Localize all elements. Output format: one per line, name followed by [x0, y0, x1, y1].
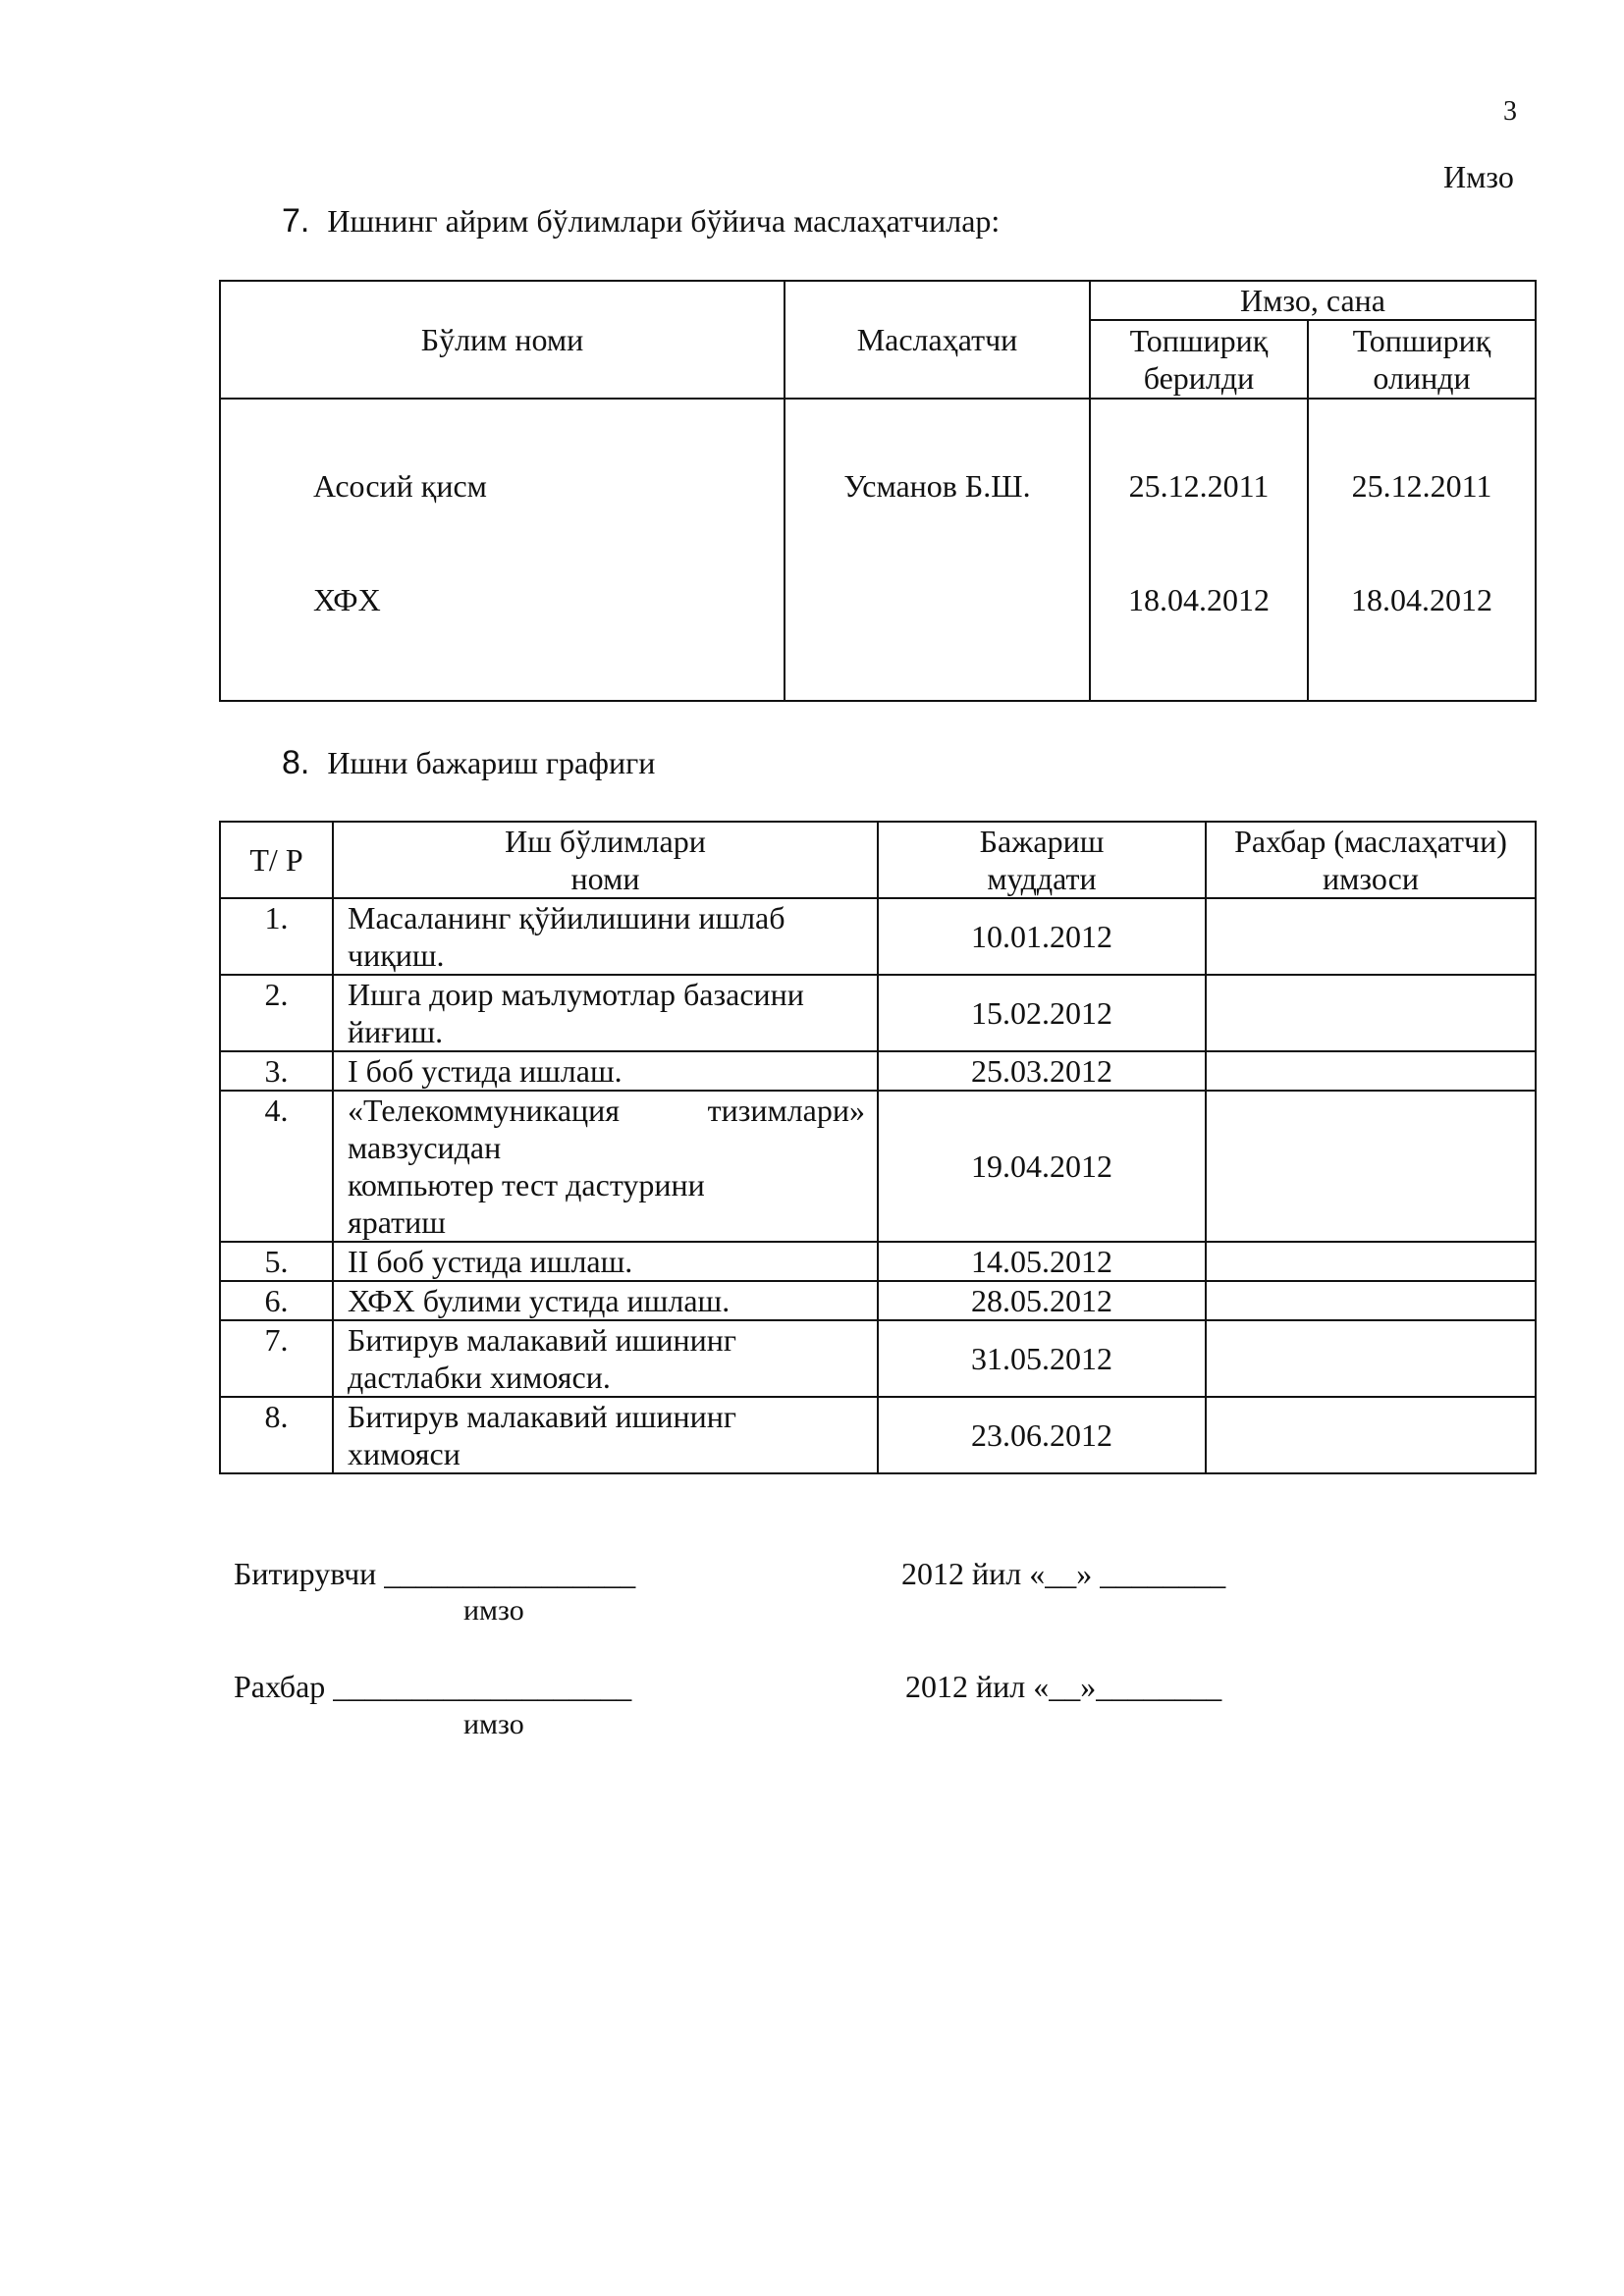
header-parts-line1: Иш бўлимлари — [505, 824, 706, 859]
schedule-row-task — [333, 1281, 878, 1320]
graduate-signature-caption: имзо — [463, 1594, 524, 1627]
supervisor-date: 2012 йил «__»________ — [905, 1669, 1222, 1704]
schedule-row-task — [333, 1397, 878, 1473]
schedule-row-signature — [1206, 1051, 1536, 1091]
task-line: ХФХ булими устида ишлаш. — [348, 1283, 731, 1318]
schedule-row — [220, 898, 1536, 975]
header-number: Т/ Р — [220, 822, 333, 898]
header-parts-line2: номи — [570, 861, 640, 896]
schedule-row-task — [333, 898, 878, 975]
header-task-given-line1: Топшириқ — [1129, 323, 1269, 358]
task-word: тизимлари» — [707, 1093, 865, 1128]
schedule-row-deadline: 25.03.2012 — [878, 1051, 1206, 1091]
graduate-date: 2012 йил «__» ________ — [901, 1556, 1226, 1591]
schedule-row-number: 6. — [220, 1281, 333, 1320]
schedule-row-task — [333, 1320, 878, 1397]
task-line: II боб устида ишлаш. — [348, 1244, 633, 1279]
task-line: химояси — [348, 1436, 460, 1471]
task-word: «Телекоммуникация — [348, 1093, 620, 1128]
task-line: яратиш — [348, 1204, 446, 1240]
section-8-heading — [282, 744, 655, 782]
schedule-row-number: 7. — [220, 1320, 333, 1397]
schedule-row-signature — [1206, 1320, 1536, 1397]
schedule-row — [220, 1281, 1536, 1320]
header-task-received — [1308, 320, 1536, 399]
schedule-row-signature — [1206, 1397, 1536, 1473]
schedule-row-number: 3. — [220, 1051, 333, 1091]
schedule-row-number: 5. — [220, 1242, 333, 1281]
section-7-number: 7. — [282, 202, 310, 240]
consult-row-1-given: 25.12.2011 — [1128, 468, 1270, 504]
supervisor-blank: ___________________ — [333, 1669, 632, 1704]
schedule-row-number: 1. — [220, 898, 333, 975]
schedule-row-number: 2. — [220, 975, 333, 1051]
header-supervisor — [1206, 822, 1536, 898]
schedule-row-signature — [1206, 1091, 1536, 1242]
header-deadline-line1: Бажариш — [979, 824, 1105, 859]
graduate-label: Битирувчи — [234, 1556, 377, 1591]
sections-cell — [220, 399, 785, 701]
schedule-row — [220, 975, 1536, 1051]
schedule-row-task — [333, 1091, 878, 1242]
supervisor-signature-line — [234, 1669, 631, 1705]
consultants-table — [219, 280, 1537, 702]
schedule-row-deadline: 31.05.2012 — [878, 1320, 1206, 1397]
schedule-row-task — [333, 1242, 878, 1281]
consult-row-2-given: 18.04.2012 — [1128, 582, 1270, 617]
schedule-row-number: 8. — [220, 1397, 333, 1473]
header-supervisor-line2: имзоси — [1323, 861, 1419, 896]
task-line: Битирув малакавий ишининг — [348, 1399, 736, 1434]
schedule-row — [220, 1242, 1536, 1281]
task-line: Масаланинг қўйилишини ишлаб — [348, 900, 785, 935]
schedule-row-signature — [1206, 1281, 1536, 1320]
schedule-row-number: 4. — [220, 1091, 333, 1242]
schedule-row-signature — [1206, 1242, 1536, 1281]
schedule-row-deadline: 14.05.2012 — [878, 1242, 1206, 1281]
schedule-row-signature — [1206, 898, 1536, 975]
header-parts — [333, 822, 878, 898]
schedule-row — [220, 1051, 1536, 1091]
consult-row-2-received: 18.04.2012 — [1351, 582, 1492, 617]
header-task-received-line1: Топшириқ — [1352, 323, 1491, 358]
signature-label: Имзо — [1443, 159, 1514, 194]
schedule-row-deadline: 28.05.2012 — [878, 1281, 1206, 1320]
schedule-row — [220, 1320, 1536, 1397]
received-dates-cell — [1308, 399, 1536, 701]
section-7-heading — [282, 202, 1000, 240]
header-task-given-line2: берилди — [1143, 360, 1255, 396]
header-task-received-line2: олинди — [1373, 360, 1471, 396]
header-supervisor-line1: Рахбар (маслаҳатчи) — [1234, 824, 1507, 859]
schedule-row — [220, 1397, 1536, 1473]
consult-row-1-consultant: Усманов Б.Ш. — [843, 468, 1031, 504]
task-line: мавзусидан — [348, 1130, 502, 1165]
schedule-row — [220, 1091, 1536, 1242]
header-section-name: Бўлим номи — [220, 281, 785, 399]
consult-row-1-received: 25.12.2011 — [1351, 468, 1492, 504]
task-line: I боб устида ишлаш. — [348, 1053, 623, 1089]
schedule-header-row — [220, 822, 1536, 898]
page-number: 3 — [1503, 96, 1517, 127]
schedule-table — [219, 821, 1537, 1474]
header-consultant: Маслаҳатчи — [785, 281, 1090, 399]
schedule-row-deadline: 10.01.2012 — [878, 898, 1206, 975]
section-8-title: Ишни бажариш графиги — [327, 745, 656, 780]
task-line: дастлабки химояси. — [348, 1360, 611, 1395]
schedule-row-task — [333, 975, 878, 1051]
task-line: компьютер тест дастурини — [348, 1167, 705, 1202]
header-task-given — [1090, 320, 1308, 399]
graduate-blank: ________________ — [384, 1556, 636, 1591]
task-line: чиқиш. — [348, 937, 445, 973]
task-line: йиғиш. — [348, 1014, 444, 1049]
supervisor-signature-caption: имзо — [463, 1708, 524, 1740]
task-line: Ишга доир маълумотлар базасини — [348, 977, 804, 1012]
supervisor-label: Рахбар — [234, 1669, 326, 1704]
section-7-title: Ишнинг айрим бўлимлари бўйича маслаҳатчилар: — [327, 203, 1001, 239]
schedule-row-signature — [1206, 975, 1536, 1051]
task-line: Битирув малакавий ишининг — [348, 1322, 736, 1358]
header-deadline — [878, 822, 1206, 898]
schedule-row-deadline: 23.06.2012 — [878, 1397, 1206, 1473]
given-dates-cell — [1090, 399, 1308, 701]
task-line — [348, 1092, 865, 1129]
graduate-signature-line — [234, 1556, 635, 1592]
schedule-row-deadline: 19.04.2012 — [878, 1091, 1206, 1242]
schedule-row-task — [333, 1051, 878, 1091]
consult-row-2-section: ХФХ — [313, 582, 381, 617]
consultants-cell — [785, 399, 1090, 701]
consult-row-1-section: Асосий қисм — [313, 468, 487, 504]
header-deadline-line2: муддати — [987, 861, 1097, 896]
header-sign-date: Имзо, сана — [1090, 281, 1536, 320]
schedule-row-deadline: 15.02.2012 — [878, 975, 1206, 1051]
section-8-number: 8. — [282, 744, 310, 781]
